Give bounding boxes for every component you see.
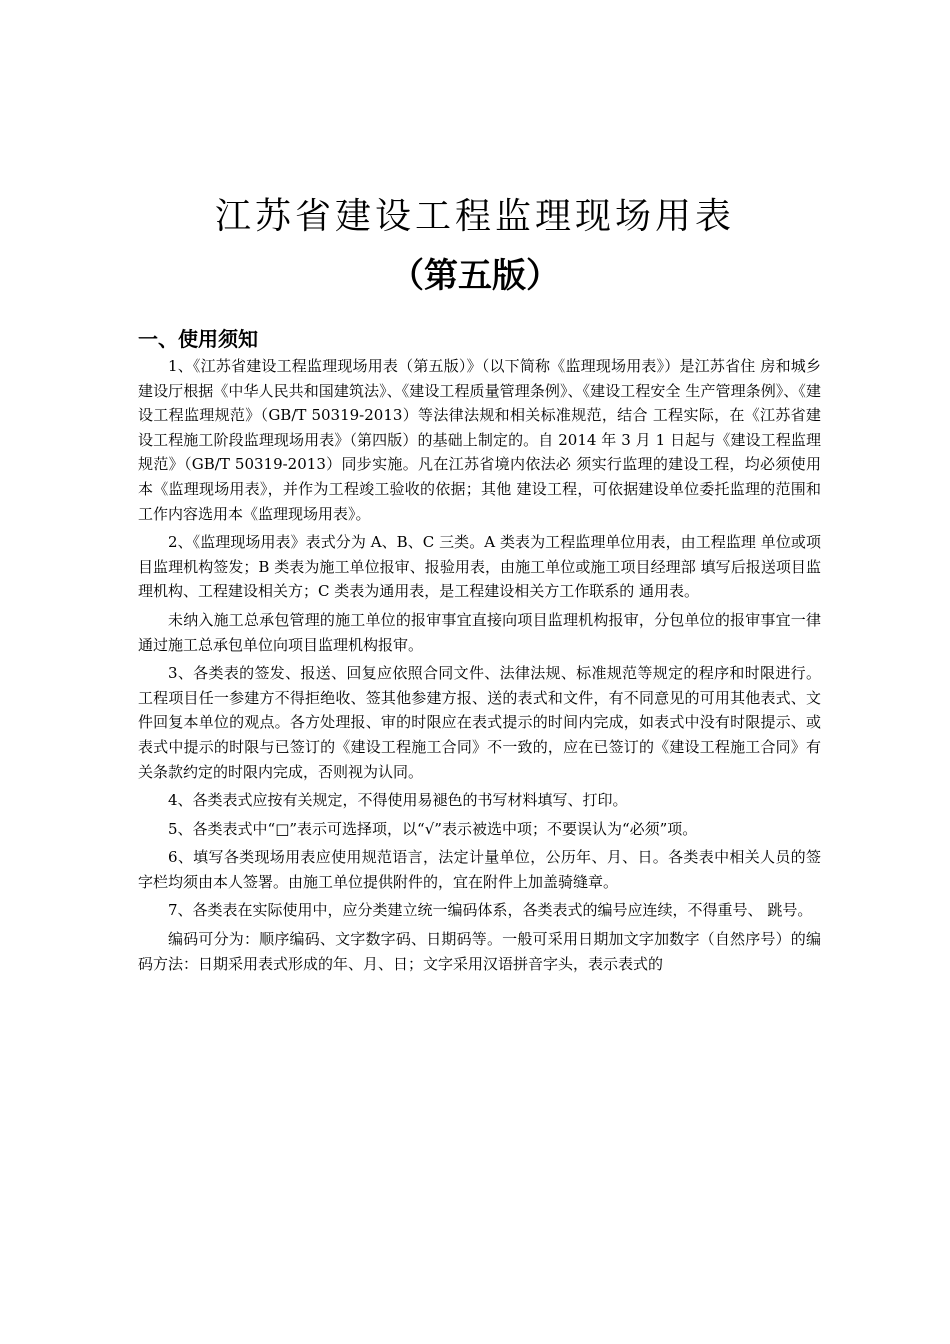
paragraph-4: 3、各类表的签发、报送、回复应依照合同文件、法律法规、标准规范等规定的程序和时限进行。工程项目任一参建方不得拒绝收、签其他参建方报、送的表式和文件，有不同意见的可用其他表式、文件回复本单位的观点。各方处理报、审的时限应在表式提示的时间内完成，如表式中没有时限提示、或表式中提示的时限与已签订的《建设工程施工合同》不一致的，应在已签订的《建设工程施工合同》有关条款约定的时限内完成，否则视为认同。 xyxy=(138,664,821,781)
document-body xyxy=(138,354,821,980)
paragraph-8: 7、各类表在实际使用中，应分类建立统一编码体系，各类表式的编号应连续，不得重号、 跳号。 xyxy=(168,901,813,920)
section-heading: 一、使用须知 xyxy=(138,327,258,351)
document-subtitle: （第五版） xyxy=(390,256,560,296)
paragraph-2: 2、《监理现场用表》表式分为 A、B、C 三类。A 类表为工程监理单位用表，由工程监理 单位或项目监理机构签发；B 类表为施工单位报审、报验用表，由施工单位或施工项目经理部 填写后报送项目监理机构、工程建设相关方；C 类表为通用表，是工程建设相关方工作联系的 通用表。 xyxy=(138,533,821,601)
paragraph-7: 6、填写各类现场用表应使用规范语言，法定计量单位，公历年、月、日。各类表中相关人员的签字栏均须由本人签署。由施工单位提供附件的，宜在附件上加盖骑缝章。 xyxy=(138,848,821,891)
paragraph-9: 编码可分为：顺序编码、文字数字码、日期码等。一般可采用日期加文字加数字（自然序号）的编码方法：日期采用表式形成的年、月、日；文字采用汉语拼音字头，表示表式的 xyxy=(138,930,821,973)
paragraph-1: 1、《江苏省建设工程监理现场用表（第五版）》（以下简称《监理现场用表》）是江苏省住 房和城乡建设厅根据《中华人民共和国建筑法》、《建设工程质量管理条例》、《建设工程安全 生产管理条例》、《建设工程监理规范》（GB/T 50319-2013）等法律法规和相关标准规范，结合 工程实际，在《江苏省建设工程施工阶段监理现场用表》（第四版）的基础上制定的。自 2014 年 3 月 1 日起与《建设工程监理规范》（GB/T 50319-2013）同步实施。凡在江苏省境内依法必 须实行监理的建设工程，均必须使用本《监理现场用表》，并作为工程竣工验收的依据；其他 建设工程，可依据建设单位委托监理的范围和工作内容选用本《监理现场用表》。 xyxy=(138,357,821,523)
paragraph-6: 5、各类表式中“□”表示可选择项，以“√”表示被选中项；不要误认为“必须”项。 xyxy=(168,819,698,838)
paragraph-3: 未纳入施工总承包管理的施工单位的报审事宜直接向项目监理机构报审，分包单位的报审事宜一律通过施工总承包单位向项目监理机构报审。 xyxy=(138,610,821,654)
paragraph-5: 4、各类表式应按有关规定，不得使用易褪色的书写材料填写、打印。 xyxy=(168,791,628,810)
document-title: 江苏省建设工程监理现场用表 xyxy=(214,196,735,237)
